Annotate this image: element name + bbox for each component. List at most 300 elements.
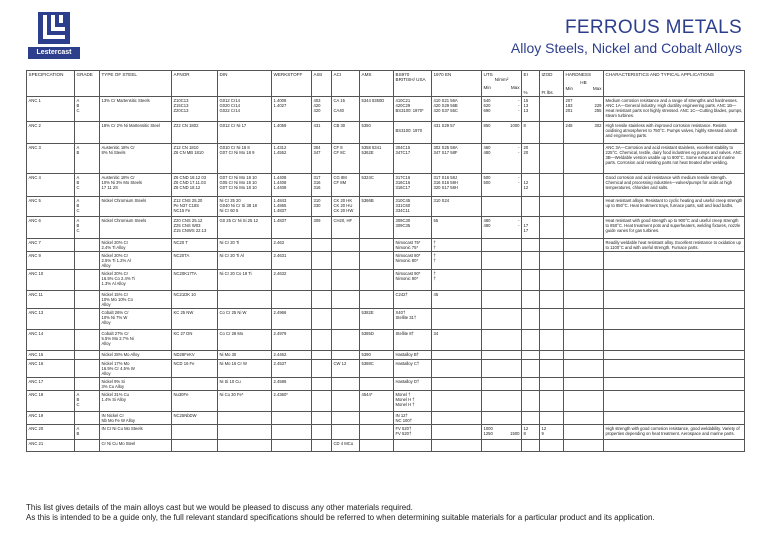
cell-din: Ni Cu 30 Fe* <box>218 391 272 412</box>
cell-ei <box>522 309 540 330</box>
table-header-row <box>27 71 745 97</box>
uts-min-label: Min <box>483 85 491 90</box>
cell-en <box>432 309 482 330</box>
cell-hb <box>564 378 604 391</box>
cell-afnor <box>172 440 218 452</box>
cell-uts <box>482 378 522 391</box>
cell-werk <box>272 291 312 309</box>
cell-spec: ANC 10 <box>27 270 75 291</box>
cell-hb <box>564 351 604 360</box>
izod-unit-label: Ft lbs <box>541 90 553 95</box>
column-header-label: 1970 EN <box>433 72 452 77</box>
cell-grade: A B C <box>75 197 100 217</box>
cell-aisi <box>312 252 332 270</box>
cell-uts <box>482 270 522 291</box>
cell-afnor: KC 27 DN <box>172 330 218 351</box>
cell-ei <box>522 252 540 270</box>
cell-ei: 8 <box>522 122 540 144</box>
cell-en: † † <box>432 270 482 291</box>
cell-en: † † <box>432 239 482 252</box>
cell-aci <box>332 391 360 412</box>
cell-bs: 317C16 316C16 316C17 <box>394 174 432 197</box>
cell-hb: 248 302 <box>564 122 604 144</box>
cell-uts: 850 1000 <box>482 122 522 144</box>
cell-werk <box>272 440 312 452</box>
column-header-label: IZOD <box>541 72 553 77</box>
cell-aci <box>332 412 360 425</box>
cell-grade <box>75 360 100 378</box>
footer-line-1: This list gives details of the main alloys cast but we would be pleased to discuss any other materials required. <box>26 503 413 512</box>
cell-grade <box>75 270 100 291</box>
cell-werk: 1.4843 1.4865 1.4837 <box>272 197 312 217</box>
cell-ams: 5366B <box>360 197 394 217</box>
cell-izod: 12 9 <box>540 425 564 440</box>
cell-izod <box>540 174 564 197</box>
cell-spec: ANC 18 <box>27 391 75 412</box>
cell-notes: Heat resistant alloys. Resistant to cyclic heating and useful creep strength up to 850°C. Heat treatment trays, furnace parts, salt and lead baths. <box>604 197 745 217</box>
cell-bs: Monel † Monel H † Monel H † <box>394 391 432 412</box>
cell-ei <box>522 360 540 378</box>
cell-afnor: Nu30Fe <box>172 391 218 412</box>
cell-en: 302 S25 58A 347 S17 58F <box>432 144 482 174</box>
column-header-label: ACI <box>333 72 342 77</box>
table-row <box>27 351 745 360</box>
cell-hb: 207 183 229 201 255 <box>564 97 604 122</box>
cell-afnor <box>172 425 218 440</box>
cell-ams: 5344 5350D <box>360 97 394 122</box>
cell-notes: High strength with good corrosion resistance, good weldability. Variety of properties depending on heat treatment. Aerospace and marine parts. <box>604 425 745 440</box>
cell-din: Ni Cr 20 Co 18 Ti <box>218 270 272 291</box>
cell-werk: 1.4408 1.4408 1.4408 <box>272 174 312 197</box>
cell-din <box>218 425 272 440</box>
column-header <box>75 71 100 97</box>
cell-din: Ni Si 10 Cu <box>218 378 272 391</box>
cell-en <box>432 351 482 360</box>
cell-ei: 17 17 <box>522 217 540 239</box>
cell-type: Nickel 15% Cr 10% Mo 10% Co Alloy <box>100 291 172 309</box>
cell-grade <box>75 378 100 391</box>
cell-type: Nickel Chromium Steels <box>100 197 172 217</box>
cell-type: IN Nickel Cr Nb Mo Fe W Alloy <box>100 412 172 425</box>
cell-notes <box>604 378 745 391</box>
column-header-label: HARDNESS <box>565 72 592 77</box>
cell-werk: 2.4462 <box>272 351 312 360</box>
cell-afnor: NC20TA <box>172 252 218 270</box>
cell-aisi <box>312 412 332 425</box>
cell-aci: CD 4 MCu <box>332 440 360 452</box>
cell-aci: CB 30 <box>332 122 360 144</box>
column-header-label: AFNOR <box>173 72 190 77</box>
cell-spec: ANC 11 <box>27 291 75 309</box>
cell-izod <box>540 378 564 391</box>
cell-notes: High tensile stainless with improved corrosion resistance. Resists oxidising atmospheres to 750°C. Pumps valves, highly stressed aircraft and engineering parts. <box>604 122 745 144</box>
cell-en: 310 S24 <box>432 197 482 217</box>
cell-grade <box>75 412 100 425</box>
cell-uts <box>482 351 522 360</box>
cell-bs: C242† <box>394 291 432 309</box>
cell-notes <box>604 270 745 291</box>
cell-aisi <box>312 425 332 440</box>
cell-afnor: KC 25 NW <box>172 309 218 330</box>
cell-din <box>218 412 272 425</box>
cell-ei <box>522 440 540 452</box>
cell-ams <box>360 412 394 425</box>
cell-hb <box>564 360 604 378</box>
cell-en <box>432 360 482 378</box>
cell-izod <box>540 122 564 144</box>
cell-bs: Stellite 8† <box>394 330 432 351</box>
cell-afnor: NC21DK 10 <box>172 291 218 309</box>
cell-spec: ANC 19 <box>27 412 75 425</box>
cell-ams: 5350 <box>360 122 394 144</box>
cell-hb <box>564 197 604 217</box>
ei-unit-label: % <box>523 90 528 95</box>
cell-aisi <box>312 360 332 378</box>
cell-en: 34 <box>432 330 482 351</box>
cell-ei <box>522 391 540 412</box>
cell-en <box>432 412 482 425</box>
cell-izod <box>540 270 564 291</box>
cell-afnor: Z22 CN 1802 <box>172 122 218 144</box>
cell-uts: 500 - 500 - <box>482 174 522 197</box>
cell-bs: X40† Stellite 31† <box>394 309 432 330</box>
cell-din: G012 Cr14 G020 Cr14 G022 Cr14 <box>218 97 272 122</box>
footer-line-2: As this is intended to be a guide only, the full relevant standard specifications should be referred to when determining suitable materials for a particular product and its application. <box>26 513 655 522</box>
cell-werk: 2.4537 <box>272 360 312 378</box>
cell-spec: ANC 17 <box>27 378 75 391</box>
column-header-label: UTS <box>483 72 493 77</box>
cell-hb <box>564 309 604 330</box>
cell-type: Nickel 20% Cr 2.5% Ti 1.2% Al Alloy <box>100 252 172 270</box>
cell-ams: 5388C <box>360 360 394 378</box>
cell-type: Austenitic 18% Cr 10% Ni 3% Mo Steels 17 11 2S <box>100 174 172 197</box>
cell-werk: 2.4979 <box>272 330 312 351</box>
cell-grade: A B C <box>75 391 100 412</box>
cell-hb <box>564 391 604 412</box>
cell-aci <box>332 378 360 391</box>
cell-bs: Hastalloy C† <box>394 360 432 378</box>
logo-mark <box>38 12 70 44</box>
cell-afnor: Z12 CNS 25.20 Pe N37 C18S NC15 Fe <box>172 197 218 217</box>
cell-afnor: NC25NbDW <box>172 412 218 425</box>
cell-aci: CH20, HF <box>332 217 360 239</box>
cell-aisi <box>312 239 332 252</box>
cell-grade <box>75 122 100 144</box>
column-header <box>218 71 272 97</box>
column-header-label: DIN <box>219 72 228 77</box>
cell-werk: 1.4059 <box>272 122 312 144</box>
cell-bs: FV 520† FV 520† <box>394 425 432 440</box>
cell-en <box>432 378 482 391</box>
cell-hb <box>564 217 604 239</box>
table-row <box>27 144 745 174</box>
cell-en: 45 <box>432 291 482 309</box>
cell-type: Cobalt 26% Cr 10% Ni 7% W Alloy <box>100 309 172 330</box>
cell-ams <box>360 378 394 391</box>
cell-izod <box>540 351 564 360</box>
cell-werk: 1.4312 1.4552 <box>272 144 312 174</box>
cell-afnor: Z20 CNS 25.12 Z25 CNS W03 Z15 CNWS 22.13 <box>172 217 218 239</box>
cell-notes: Good corrosion and acid resistance with medium tensile strength. Chemical and processing industries—valves/pumps for acids at high temperatures, chlorides and salts. <box>604 174 745 197</box>
cell-aci: CA 15 CA40 <box>332 97 360 122</box>
cell-grade: A B C <box>75 174 100 197</box>
cell-notes <box>604 351 745 360</box>
column-header <box>432 71 482 97</box>
cell-grade: A B C <box>75 97 100 122</box>
cell-type: Nickel Chromium Steels <box>100 217 172 239</box>
cell-izod <box>540 412 564 425</box>
cell-aci <box>332 291 360 309</box>
cell-aisi <box>312 330 332 351</box>
cell-aci <box>332 309 360 330</box>
column-header-label: CHARACTERISTICS AND TYPICAL APPLICATIONS <box>605 72 714 77</box>
table-body <box>27 97 745 452</box>
cell-ei: 15 13 13 <box>522 97 540 122</box>
uts-max-label: Max <box>510 85 520 90</box>
cell-en: 431 S29 57 <box>432 122 482 144</box>
table-row <box>27 270 745 291</box>
cell-ams: 4544* <box>360 391 394 412</box>
cell-werk: 1.4008 1.4027 <box>272 97 312 122</box>
page-subtitle: Alloy Steels, Nickel and Cobalt Alloys <box>510 40 742 56</box>
table-row <box>27 425 745 440</box>
cell-izod <box>540 144 564 174</box>
cell-din: Ni Cr 20 Ti <box>218 239 272 252</box>
table-row <box>27 97 745 122</box>
table-row <box>27 391 745 412</box>
cell-ei <box>522 351 540 360</box>
cell-uts <box>482 252 522 270</box>
table-row <box>27 309 745 330</box>
cell-afnor: Z12 CN 1810 Z6 CN MB 1810 <box>172 144 218 174</box>
cell-bs: IN 12† NC 100† <box>394 412 432 425</box>
column-header <box>604 71 745 97</box>
column-header-label: TYPE OF STEEL <box>101 72 137 77</box>
cell-aci <box>332 330 360 351</box>
cell-werk: 2.4586 <box>272 378 312 391</box>
column-header-label: EI <box>523 72 528 77</box>
cell-spec: ANC 13 <box>27 309 75 330</box>
cell-spec: ANC 3 <box>27 144 75 174</box>
cell-ams <box>360 440 394 452</box>
cell-uts <box>482 291 522 309</box>
cell-aisi <box>312 391 332 412</box>
cell-izod <box>540 252 564 270</box>
cell-notes: ANC 3A—Corrosion and acid resistant stainless, excellent stability to 225°C. Chemical, textile, dairy food industries eg pumps and valves. ANC 3B—Weldable version usable up to 800°C. Some exhaust and marine parts. Corrosion acid resisting parts not heat treated after welding. <box>604 144 745 174</box>
cell-notes <box>604 360 745 378</box>
cell-spec: ANC 20 <box>27 425 75 440</box>
cell-bs: 410C21 420C29 BS3100: 1970* <box>394 97 432 122</box>
cell-bs: BS3100: 1970 <box>394 122 432 144</box>
table-row <box>27 330 745 351</box>
cell-type: Nickel 28% Mo Alloy <box>100 351 172 360</box>
cell-hb <box>564 174 604 197</box>
cell-grade: A B <box>75 144 100 174</box>
cell-uts <box>482 360 522 378</box>
cell-bs <box>394 440 432 452</box>
cell-izod <box>540 291 564 309</box>
cell-werk: 2.4631 <box>272 252 312 270</box>
cell-grade: A B <box>75 425 100 440</box>
column-header <box>272 71 312 97</box>
cell-werk: 1.4837 <box>272 217 312 239</box>
cell-type: Nickel 9% Si 3% Cu Alloy <box>100 378 172 391</box>
cell-aci: CK 20 HK CK 20 HU CK 20 HW <box>332 197 360 217</box>
cell-uts <box>482 391 522 412</box>
cell-ei: 12 12 <box>522 174 540 197</box>
cell-izod <box>540 391 564 412</box>
column-header-label: GRADE <box>76 72 93 77</box>
uts-unit-label: N/mm² <box>494 77 509 82</box>
cell-grade <box>75 252 100 270</box>
column-header <box>522 71 540 97</box>
cell-aisi: 403 420 420 <box>312 97 332 122</box>
cell-en: 410 S21 56A 420 S29 56B 420 S37 56C <box>432 97 482 122</box>
cell-spec: ANC 5 <box>27 197 75 217</box>
cell-hb <box>564 440 604 452</box>
cell-izod <box>540 309 564 330</box>
cell-aisi <box>312 378 332 391</box>
cell-bs: 309C30 309C35 <box>394 217 432 239</box>
cell-bs: Nimocast 80* Nimonic 80* <box>394 252 432 270</box>
cell-spec: ANC 16 <box>27 360 75 378</box>
cell-izod <box>540 440 564 452</box>
cell-werk: 2.4360* <box>272 391 312 412</box>
cell-ei <box>522 330 540 351</box>
cell-grade <box>75 351 100 360</box>
cell-afnor: Z6 CND 18.12 03 Z6 CND 17.11.03 Z6 CND 18.12 <box>172 174 218 197</box>
cell-hb <box>564 291 604 309</box>
cell-grade: A B C <box>75 217 100 239</box>
alloy-specification-table <box>26 70 745 452</box>
cell-werk: 2.4632 <box>272 270 312 291</box>
column-header-label: AMS <box>361 72 372 77</box>
cell-izod <box>540 360 564 378</box>
cell-din: Co Cr 25 Ni W <box>218 309 272 330</box>
cell-type: IN Cr Ni Cu Mo Steels <box>100 425 172 440</box>
cell-notes: Heat resistant with good strength up to 900°C and useful creep strength to 850°C. Heat treatment pots and superheaters, welding fixtures, nozzle guide vanes for gas turbines. <box>604 217 745 239</box>
cell-din: Ni Cr 20 Ti Al <box>218 252 272 270</box>
column-header <box>394 71 432 97</box>
cell-ams <box>360 291 394 309</box>
cell-hb <box>564 270 604 291</box>
cell-aisi <box>312 309 332 330</box>
cell-aisi: 431 <box>312 122 332 144</box>
cell-type: 13% Cr Martensitic Steels <box>100 97 172 122</box>
cell-notes: Readily weldable heat resistant alloy. Excellent resistance to oxidation up to 1100°C and with useful strength. Furnace parts. <box>604 239 745 252</box>
cell-aci <box>332 425 360 440</box>
cell-hb <box>564 239 604 252</box>
page-title: FERROUS METALS <box>565 17 742 38</box>
table-row <box>27 252 745 270</box>
cell-notes <box>604 391 745 412</box>
cell-werk <box>272 412 312 425</box>
cell-en <box>432 391 482 412</box>
cell-uts <box>482 197 522 217</box>
cell-grade <box>75 239 100 252</box>
cell-spec: ANC 9 <box>27 252 75 270</box>
column-header <box>360 71 394 97</box>
cell-ams: 5390 <box>360 351 394 360</box>
cell-aisi <box>312 351 332 360</box>
cell-en <box>432 440 482 452</box>
cell-spec: ANC 7 <box>27 239 75 252</box>
cell-izod <box>540 97 564 122</box>
cell-afnor: NC20K17TA <box>172 270 218 291</box>
cell-hb <box>564 252 604 270</box>
column-header <box>100 71 172 97</box>
cell-spec: ANC 4 <box>27 174 75 197</box>
cell-bs: Hastalloy B† <box>394 351 432 360</box>
cell-hb <box>564 144 604 174</box>
cell-hb <box>564 425 604 440</box>
cell-ei <box>522 239 540 252</box>
cell-uts: 1000 1250 1500 <box>482 425 522 440</box>
cell-bs: Nimocast 75* Nimonic 75* <box>394 239 432 252</box>
cell-aisi: 309 <box>312 217 332 239</box>
cell-bs: 310C45 331C60 334C11 <box>394 197 432 217</box>
cell-afnor: ND28FeKV <box>172 351 218 360</box>
cell-notes <box>604 309 745 330</box>
table-row <box>27 174 745 197</box>
cell-izod <box>540 239 564 252</box>
column-header <box>564 71 604 97</box>
cell-en: † † <box>432 252 482 270</box>
cell-spec: ANC 15 <box>27 351 75 360</box>
footer-note <box>26 503 655 523</box>
cell-aci <box>332 351 360 360</box>
cell-grade <box>75 440 100 452</box>
cell-notes <box>604 252 745 270</box>
cell-notes <box>604 291 745 309</box>
cell-grade <box>75 309 100 330</box>
column-header <box>172 71 218 97</box>
company-logo <box>28 12 80 62</box>
cell-notes <box>604 330 745 351</box>
cell-type: Nickel 31% Cu 1.4% Si Alloy <box>100 391 172 412</box>
cell-hb <box>564 412 604 425</box>
cell-din: G010 Cr Ni 18 8 G07 Cr Ni Mo 18 9 <box>218 144 272 174</box>
cell-ams <box>360 252 394 270</box>
column-header-label: SPECIFICATION <box>28 72 64 77</box>
table-row <box>27 197 745 217</box>
hb-label: HB <box>580 80 587 85</box>
cell-aci <box>332 252 360 270</box>
cell-ei: 20 20 <box>522 144 540 174</box>
cell-aci: CF 8 CF 8C <box>332 144 360 174</box>
table-row <box>27 217 745 239</box>
cell-uts: 480 - 480 - <box>482 217 522 239</box>
cell-izod <box>540 197 564 217</box>
cell-aci <box>332 270 360 291</box>
cell-notes <box>604 412 745 425</box>
column-header <box>540 71 564 97</box>
cell-aisi: 310 330 <box>312 197 332 217</box>
cell-ams <box>360 217 394 239</box>
column-header <box>332 71 360 97</box>
cell-din: Ni Cr 25 20 G040 Ni Cr Si 38 18 Ni Cr 60 5 <box>218 197 272 217</box>
hardness-max-label: Max <box>592 86 602 91</box>
cell-aisi <box>312 440 332 452</box>
cell-bs: 304C15 347C17 <box>394 144 432 174</box>
cell-izod <box>540 330 564 351</box>
cell-din: Ni Mo 16 Cr W <box>218 360 272 378</box>
cell-type: Nickel 20% Cr 2.4% Ti Alloy <box>100 239 172 252</box>
column-header <box>312 71 332 97</box>
cell-werk <box>272 425 312 440</box>
cell-aci <box>332 239 360 252</box>
column-header <box>27 71 75 97</box>
